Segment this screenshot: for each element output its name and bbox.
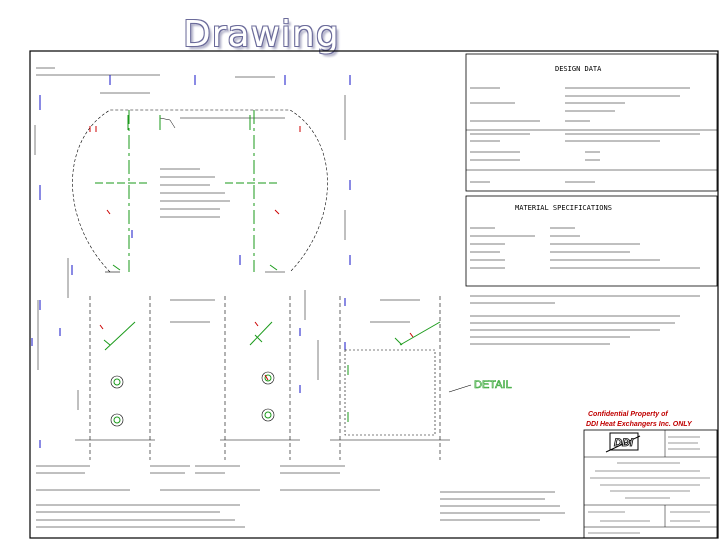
vessel-elevation bbox=[73, 110, 328, 272]
title-block bbox=[584, 430, 717, 538]
green-centerlines bbox=[95, 110, 280, 272]
ddi-logo bbox=[606, 433, 640, 452]
confidential-line-1: Confidential Property of bbox=[588, 411, 668, 418]
detail-callout: DETAIL bbox=[474, 379, 512, 391]
material-spec-title: MATERIAL SPECIFICATIONS bbox=[515, 204, 612, 212]
confidential-line-2: DDI Heat Exchangers Inc. ONLY bbox=[586, 421, 692, 428]
bottom-notes bbox=[36, 466, 565, 527]
slide-title: Drawing bbox=[183, 14, 340, 55]
drawing-border bbox=[30, 51, 718, 538]
ddi-logo-text: DDI bbox=[614, 437, 633, 449]
blue-dimension-marks bbox=[32, 75, 350, 448]
general-notes bbox=[470, 296, 700, 344]
design-data-title: DESIGN DATA bbox=[555, 65, 602, 73]
design-data-rows bbox=[470, 88, 700, 268]
section-views bbox=[75, 296, 450, 460]
design-data-box bbox=[466, 54, 717, 191]
